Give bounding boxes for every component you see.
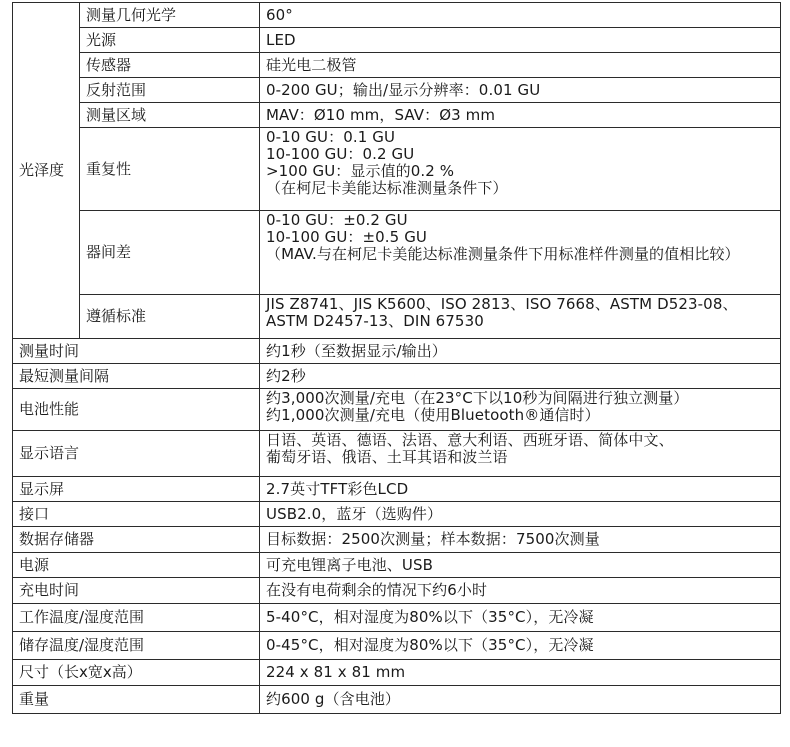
spec-table (12, 2, 781, 714)
spec-row-sensor (13, 53, 781, 78)
spec-row-display (13, 477, 781, 502)
spec-label: 测量区域 (80, 103, 260, 128)
spec-value: JIS Z8741、JIS K5600、ISO 2813、ISO 7668、ASTM D523-08、 ASTM D2457-13、DIN 67530 (260, 295, 781, 339)
spec-row-geometry (13, 3, 781, 28)
spec-value: 约1秒（至数据显示/输出） (260, 339, 781, 364)
spec-label: 电池性能 (13, 389, 260, 431)
spec-label: 反射范围 (80, 78, 260, 103)
spec-value: USB2.0，蓝牙（选购件） (260, 502, 781, 527)
spec-value: 2.7英寸TFT彩色LCD (260, 477, 781, 502)
spec-row-weight (13, 686, 781, 714)
spec-label: 接口 (13, 502, 260, 527)
spec-label: 测量时间 (13, 339, 260, 364)
spec-label: 充电时间 (13, 578, 260, 604)
spec-label: 光源 (80, 28, 260, 53)
spec-value: 224 x 81 x 81 mm (260, 660, 781, 686)
spec-row-charge-time (13, 578, 781, 604)
spec-row-repeatability (13, 128, 781, 211)
spec-value: 约2秒 (260, 364, 781, 389)
spec-table-body (13, 3, 781, 714)
spec-row-operating-temp (13, 604, 781, 632)
spec-value: 日语、英语、德语、法语、意大利语、西班牙语、简体中文、 葡萄牙语、俄语、土耳其语和波兰语 (260, 431, 781, 477)
spec-label: 显示语言 (13, 431, 260, 477)
spec-value: LED (260, 28, 781, 53)
spec-row-light-source (13, 28, 781, 53)
spec-label: 数据存储器 (13, 527, 260, 553)
spec-label: 重量 (13, 686, 260, 714)
spec-row-battery (13, 389, 781, 431)
spec-label: 器间差 (80, 211, 260, 295)
spec-row-languages (13, 431, 781, 477)
spec-value: 可充电锂离子电池、USB (260, 553, 781, 578)
spec-row-inter-instrument (13, 211, 781, 295)
spec-row-measurement-time (13, 339, 781, 364)
spec-label: 储存温度/湿度范围 (13, 632, 260, 660)
spec-row-standards (13, 295, 781, 339)
spec-value: 5-40°C，相对湿度为80%以下（35°C），无冷凝 (260, 604, 781, 632)
spec-value: 0-10 GU：±0.2 GU 10-100 GU：±0.5 GU （MAV.与在柯尼卡美能达标准测量条件下用标准样件测量的值相比较） (260, 211, 781, 295)
spec-label: 遵循标准 (80, 295, 260, 339)
spec-label: 显示屏 (13, 477, 260, 502)
spec-value: 60° (260, 3, 781, 28)
spec-label: 电源 (13, 553, 260, 578)
spec-value: 0-200 GU；输出/显示分辨率：0.01 GU (260, 78, 781, 103)
spec-row-min-interval (13, 364, 781, 389)
spec-row-memory (13, 527, 781, 553)
spec-value: 硅光电二极管 (260, 53, 781, 78)
spec-value: 目标数据：2500次测量；样本数据：7500次测量 (260, 527, 781, 553)
spec-value: 约3,000次测量/充电（在23°C下以10秒为间隔进行独立测量） 约1,000次测量/充电（使用Bluetooth®通信时） (260, 389, 781, 431)
spec-value: 0-10 GU：0.1 GU 10-100 GU：0.2 GU >100 GU：显示值的0.2 % （在柯尼卡美能达标准测量条件下） (260, 128, 781, 211)
spec-label: 重复性 (80, 128, 260, 211)
spec-row-storage-temp (13, 632, 781, 660)
spec-row-power (13, 553, 781, 578)
spec-label: 测量几何光学 (80, 3, 260, 28)
spec-value: MAV：Ø10 mm，SAV：Ø3 mm (260, 103, 781, 128)
spec-row-measurement-area (13, 103, 781, 128)
spec-value: 约600 g（含电池） (260, 686, 781, 714)
spec-row-reflectance-range (13, 78, 781, 103)
spec-label: 传感器 (80, 53, 260, 78)
spec-label: 工作温度/湿度范围 (13, 604, 260, 632)
spec-label: 最短测量间隔 (13, 364, 260, 389)
spec-row-interface (13, 502, 781, 527)
spec-value: 在没有电荷剩余的情况下约6小时 (260, 578, 781, 604)
group-label-gloss: 光泽度 (13, 3, 80, 339)
spec-value: 0-45°C，相对湿度为80%以下（35°C），无冷凝 (260, 632, 781, 660)
spec-row-dimensions (13, 660, 781, 686)
spec-label: 尺寸（长x宽x高） (13, 660, 260, 686)
